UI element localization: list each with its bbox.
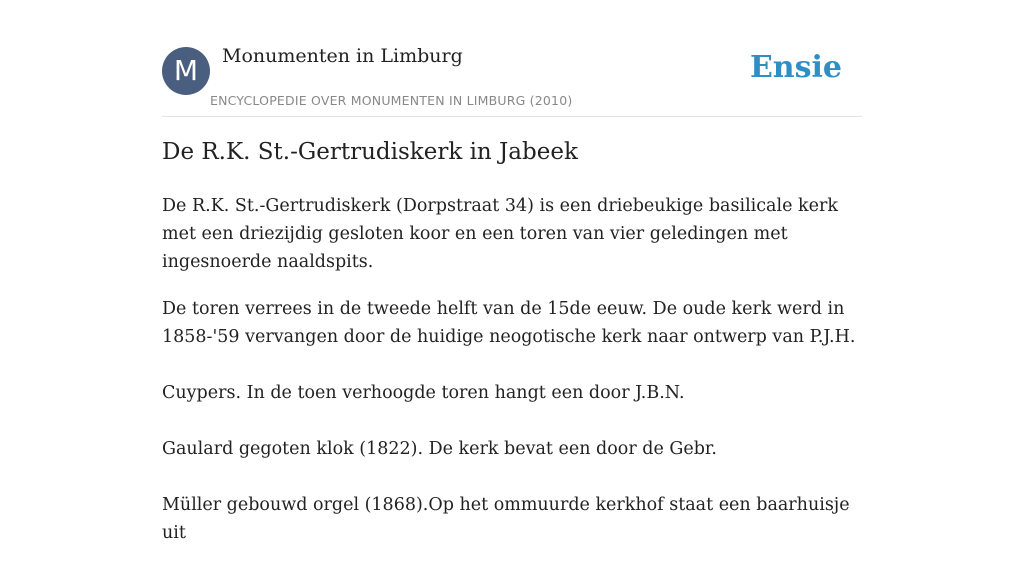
source-subtitle: ENCYCLOPEDIE OVER MONUMENTEN IN LIMBURG (2010) <box>210 93 573 108</box>
source-title-link[interactable]: Monumenten in Limburg <box>222 45 463 67</box>
article-paragraph: De R.K. St.-Gertrudiskerk (Dorpstraat 34) is een driebeukige basilicale kerk met een driezijdig gesloten koor en een toren van vier geledingen met ingesnoerde naaldspits. <box>162 196 838 272</box>
avatar[interactable]: M <box>162 47 210 95</box>
article-paragraph: Müller gebouwd orgel (1868).Op het ommuurde kerkhof staat een baarhuisje uit <box>162 495 850 543</box>
article-title: De R.K. St.-Gertrudiskerk in Jabeek <box>162 139 578 165</box>
page-content <box>162 0 862 543</box>
article-body <box>162 192 862 566</box>
article-paragraph: Cuypers. In de toen verhoogde toren hangt een door J.B.N. <box>162 383 685 403</box>
ensie-logo-link[interactable]: Ensie <box>749 50 842 85</box>
article-paragraph: De toren verrees in de tweede helft van de 15de eeuw. De oude kerk werd in 1858-'59 vervangen door de huidige neogotische kerk naar ontwerp van P.J.H. <box>162 299 856 347</box>
source-header <box>162 0 862 117</box>
article-paragraph: Gaulard gegoten klok (1822). De kerk bevat een door de Gebr. <box>162 439 717 459</box>
